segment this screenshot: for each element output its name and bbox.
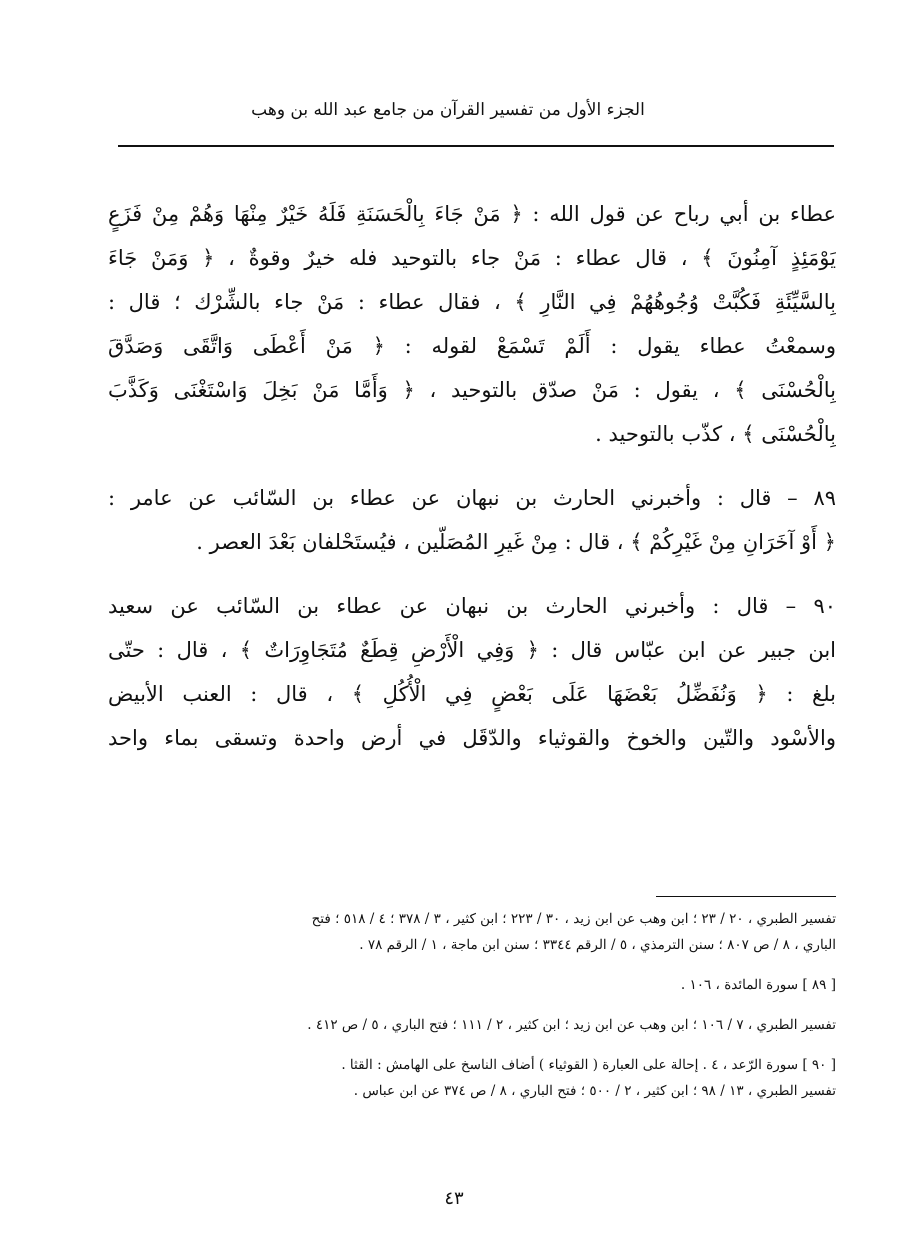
main-text	[108, 192, 836, 760]
paragraph-gap	[108, 564, 836, 584]
text-line: والأسْود والتّين والخوخ والقوثياء والدّقَل في أرض واحدة وتسقى بماء واحد	[108, 726, 836, 750]
footnote-line: الباري ، ٨ / ص ٨٠٧ ؛ سنن الترمذي ، ٥ / الرقم ٣٣٤٤ ؛ سنن ابن ماجة ، ١ / الرقم ٧٨ .	[359, 937, 836, 953]
running-head: الجزء الأول من تفسير القرآن من جامع عبد الله بن وهب	[251, 100, 645, 120]
paragraph-1	[108, 192, 836, 456]
page-number: ٤٣	[444, 1188, 464, 1209]
text-line: ﴿ أَوْ آخَرَانِ مِنْ غَيْرِكُمْ ﴾ ، قال : مِنْ غَيرِ المُصَلّين ، فيُستَحْلفان بَعْدَ العصر .	[196, 530, 836, 554]
text-line: بِالسَّيِّئَةِ فَكُبَّتْ وُجُوهُهُمْ فِي النَّارِ ﴾ ، فقال عطاء : مَنْ جاء بالشِّرْك ؛ قال :	[108, 290, 836, 314]
header-rule	[118, 145, 834, 147]
paragraph-90	[108, 584, 836, 760]
footnote-line: [ ٨٩ ] سورة المائدة ، ١٠٦ .	[680, 977, 836, 993]
text-line: ٨٩ – قال : وأخبرني الحارث بن نبهان عن عطاء بن السّائب عن عامر :	[108, 486, 836, 510]
text-line: بِالْحُسْنَى ﴾ ، يقول : مَنْ صدّق بالتوحيد ، ﴿ وَأَمَّا مَنْ بَخِلَ وَاسْتَغْنَى وَكَذَّبَ	[108, 378, 836, 402]
text-line: ابن جبير عن ابن عبّاس قال : ﴿ وَفِي الْأَرْضِ قِطَعٌ مُتَجَاوِرَاتٌ ﴾ ، قال : حتّى	[108, 638, 836, 662]
footnote-line: تفسير الطبري ، ٧ / ١٠٦ ؛ ابن وهب عن ابن زيد ؛ ابن كثير ، ٢ / ١١١ ؛ فتح الباري ، ٥ / ص ٤١٢ .	[307, 1017, 836, 1033]
footnote-line: [ ٩٠ ] سورة الرّعد ، ٤ . إحالة على العبارة ( القوثياء ) أضاف الناسخ على الهامش : القثا .	[341, 1057, 836, 1073]
text-line: ٩٠ – قال : وأخبرني الحارث بن نبهان عن عطاء بن السّائب عن سعيد	[108, 594, 836, 618]
footnote-line: تفسير الطبري ، ١٣ / ٩٨ ؛ ابن كثير ، ٢ / ٥٠٠ ؛ فتح الباري ، ٨ / ص ٣٧٤ عن ابن عباس .	[353, 1083, 836, 1099]
footnotes	[108, 906, 836, 1104]
footnote-rule	[656, 896, 836, 897]
paragraph-gap	[108, 456, 836, 476]
text-line: بِالْحُسْنَى ﴾ ، كذّب بالتوحيد .	[595, 422, 836, 446]
text-line: وسمعْتُ عطاء يقول : أَلَمْ تَسْمَعْ لقوله : ﴿ مَنْ أَعْطَى وَاتَّقَى وَصَدَّقَ	[108, 334, 836, 358]
paragraph-89	[108, 476, 836, 564]
footnote-line: تفسير الطبري ، ٢٠ / ٢٣ ؛ ابن وهب عن ابن زيد ، ٣٠ / ٢٢٣ ؛ ابن كثير ، ٣ / ٣٧٨ ؛ ٤ / ٥١٨ ؛ فتح	[311, 911, 836, 927]
text-line: يَوْمَئِذٍ آمِنُونَ ﴾ ، قال عطاء : مَنْ جاء بالتوحيد فله خيرٌ وقوةٌ ، ﴿ وَمَنْ جَاءَ	[108, 246, 836, 270]
text-line: عطاء بن أبي رباح عن قول الله : ﴿ مَنْ جَاءَ بِالْحَسَنَةِ فَلَهُ خَيْرٌ مِنْهَا وَهُمْ مِنْ فَزَعٍ	[108, 202, 836, 226]
text-line: بلغ : ﴿ وَنُفَضِّلُ بَعْضَهَا عَلَى بَعْضٍ فِي الْأُكُلِ ﴾ ، قال : العنب الأبيض	[108, 682, 836, 706]
